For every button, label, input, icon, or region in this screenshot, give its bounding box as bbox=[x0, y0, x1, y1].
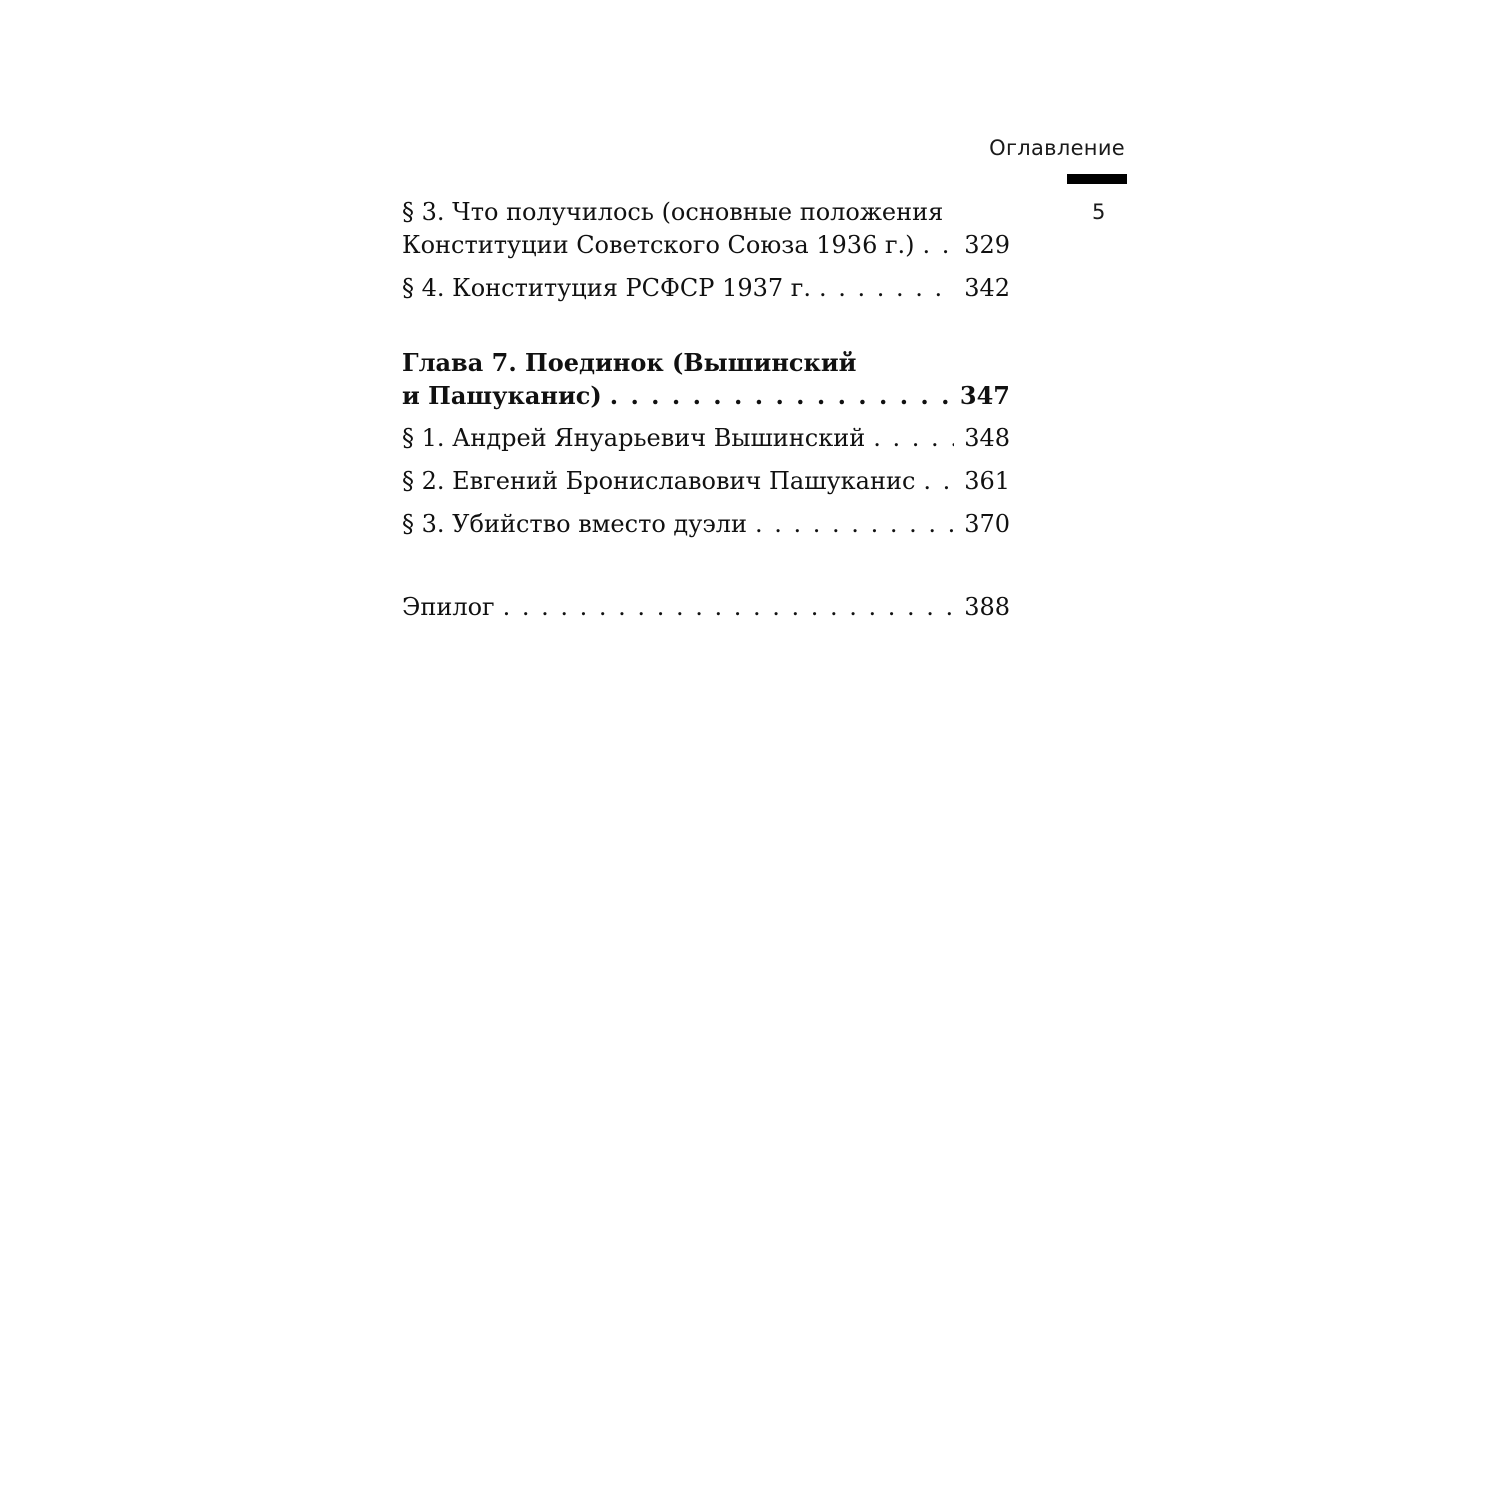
toc-entry-title: Глава 7. Поединок (Вышинский bbox=[402, 348, 857, 377]
toc-entry-title: § 3. Что получилось (основные положения bbox=[402, 198, 944, 226]
toc-entry-title: Эпилог bbox=[402, 593, 495, 621]
toc-entry-chapter-7[interactable] bbox=[402, 346, 1010, 412]
toc-entry-section-4-rsfsr[interactable] bbox=[402, 272, 1010, 305]
toc-entry-epilogue[interactable] bbox=[402, 591, 1010, 624]
running-head-rule bbox=[1067, 174, 1127, 184]
dot-leader bbox=[610, 379, 950, 412]
toc-entry-page: 388 bbox=[964, 593, 1010, 621]
toc-entry-title: § 3. Убийство вместо дуэли bbox=[402, 510, 748, 538]
running-head: Оглавление bbox=[989, 136, 1125, 160]
toc-entry-title: § 4. Конституция РСФСР 1937 г. bbox=[402, 274, 811, 302]
toc-entry-page: 347 bbox=[959, 381, 1010, 410]
toc-entry-page: 342 bbox=[964, 274, 1010, 302]
toc-entry-section-3-murder[interactable] bbox=[402, 508, 1010, 541]
toc-entry-section-1-vyshinsky[interactable] bbox=[402, 422, 1010, 455]
toc-entry-page: 370 bbox=[964, 510, 1010, 538]
dot-leader bbox=[819, 272, 954, 305]
dot-leader bbox=[755, 508, 954, 541]
dot-leader bbox=[923, 465, 954, 498]
toc-entry-title: § 1. Андрей Януарьевич Вышинский bbox=[402, 424, 866, 452]
dot-leader bbox=[503, 591, 955, 624]
toc-entry-title: и Пашуканис) bbox=[402, 381, 602, 410]
toc-entry-page: 361 bbox=[964, 467, 1010, 495]
page-number: 5 bbox=[1092, 200, 1106, 224]
toc-entry-title: § 2. Евгений Брониславович Пашуканис bbox=[402, 467, 916, 495]
toc-entry-page: 348 bbox=[964, 424, 1010, 452]
table-of-contents bbox=[402, 196, 1010, 634]
dot-leader bbox=[873, 422, 954, 455]
toc-entry-section-2-pashukanis[interactable] bbox=[402, 465, 1010, 498]
toc-entry-title: Конституции Советского Союза 1936 г.) bbox=[402, 231, 915, 259]
toc-entry-page: 329 bbox=[964, 231, 1010, 259]
dot-leader bbox=[923, 229, 955, 262]
toc-entry-section-3-constitution[interactable] bbox=[402, 196, 1010, 262]
